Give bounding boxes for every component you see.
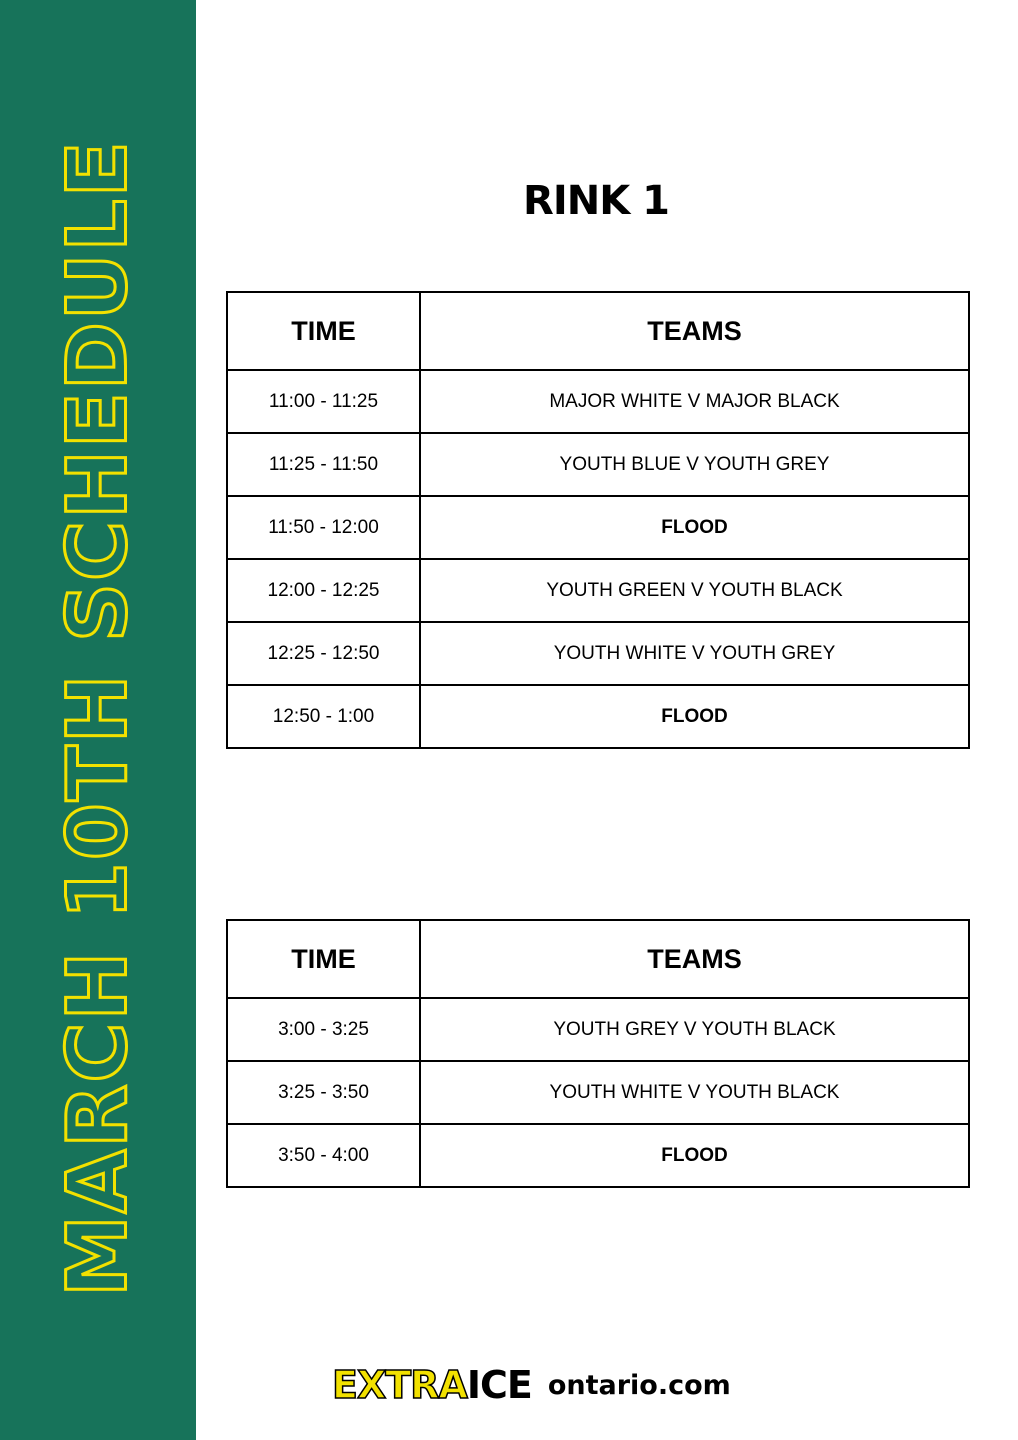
table-row — [227, 433, 969, 496]
sidebar — [0, 0, 196, 1440]
teams-cell: YOUTH WHITE V YOUTH GREY — [420, 622, 969, 685]
rink-title: RINK 1 — [523, 178, 669, 224]
teams-cell: YOUTH GREEN V YOUTH BLACK — [420, 559, 969, 622]
time-cell: 11:00 - 11:25 — [227, 370, 420, 433]
time-cell: 12:50 - 1:00 — [227, 685, 420, 748]
table-row — [227, 685, 969, 748]
time-cell: 12:00 - 12:25 — [227, 559, 420, 622]
time-cell: 11:25 - 11:50 — [227, 433, 420, 496]
teams-cell: FLOOD — [420, 496, 969, 559]
teams-header: TEAMS — [420, 292, 969, 370]
table-row — [227, 1124, 969, 1187]
table-row — [227, 559, 969, 622]
time-cell: 3:50 - 4:00 — [227, 1124, 420, 1187]
teams-cell: YOUTH GREY V YOUTH BLACK — [420, 998, 969, 1061]
schedule-date-title: MARCH 10TH SCHEDULE — [50, 139, 146, 1297]
table-row — [227, 998, 969, 1061]
website-text: ontario.com — [547, 1369, 731, 1401]
table-row — [227, 370, 969, 433]
table-row — [227, 1061, 969, 1124]
table-row — [227, 496, 969, 559]
extraice-logo — [332, 1363, 532, 1407]
time-cell: 11:50 - 12:00 — [227, 496, 420, 559]
teams-cell: YOUTH BLUE V YOUTH GREY — [420, 433, 969, 496]
time-header: TIME — [227, 920, 420, 998]
teams-header: TEAMS — [420, 920, 969, 998]
time-cell: 3:00 - 3:25 — [227, 998, 420, 1061]
schedule-table-1 — [226, 291, 970, 749]
table-header-row — [227, 920, 969, 998]
teams-cell: FLOOD — [420, 1124, 969, 1187]
time-header: TIME — [227, 292, 420, 370]
schedule-table-2 — [226, 919, 970, 1188]
teams-cell: YOUTH WHITE V YOUTH BLACK — [420, 1061, 969, 1124]
table-header-row — [227, 292, 969, 370]
table-row — [227, 622, 969, 685]
time-cell: 12:25 - 12:50 — [227, 622, 420, 685]
logo-ice-text: ICE — [466, 1363, 532, 1407]
footer-brand — [332, 1360, 731, 1410]
teams-cell: FLOOD — [420, 685, 969, 748]
logo-extra-text: EXTRA — [332, 1363, 467, 1407]
time-cell: 3:25 - 3:50 — [227, 1061, 420, 1124]
teams-cell: MAJOR WHITE V MAJOR BLACK — [420, 370, 969, 433]
